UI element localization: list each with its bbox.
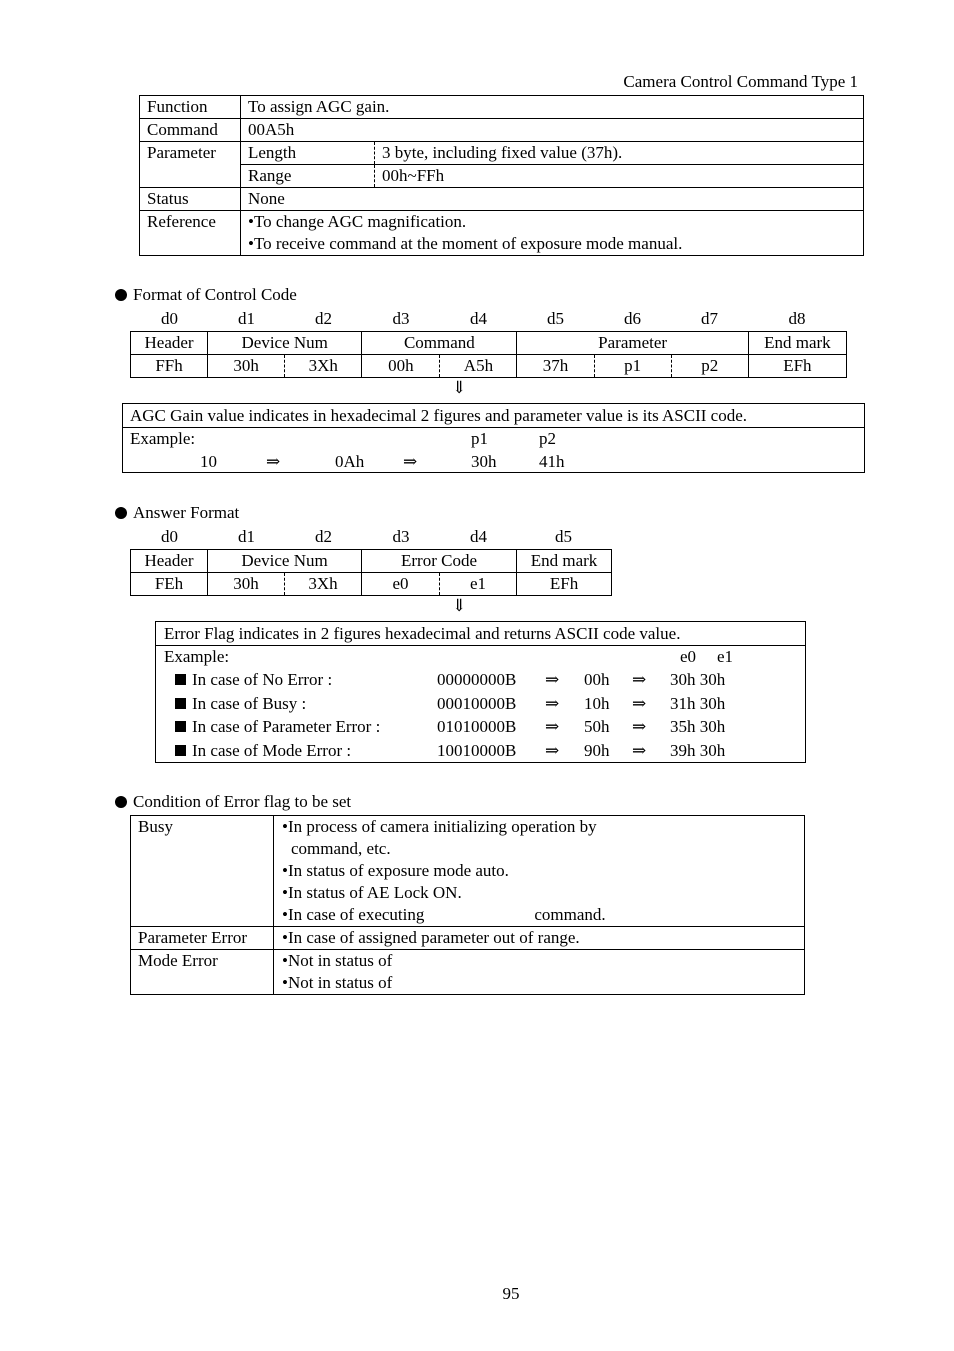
busy-conditions: [274, 816, 805, 927]
error-condition-table: [130, 815, 805, 995]
busy-condition-line: •In status of exposure mode auto.: [282, 861, 509, 880]
answer-value-d3: e0: [362, 573, 440, 596]
reference-value: [241, 211, 864, 256]
agc-example-hex: 0Ah: [335, 452, 365, 471]
error-case-busy: In case of Busy :: [175, 692, 306, 715]
page-header-title: Camera Control Command Type 1: [623, 72, 858, 91]
agc-example-p2-label: p2: [539, 429, 556, 448]
error-case-hex: 50h: [584, 717, 610, 736]
control-code-table: [130, 331, 847, 378]
busy-label: Busy: [131, 816, 274, 927]
error-case-hex: 10h: [584, 694, 610, 713]
control-index-d2: d2: [315, 309, 332, 328]
agc-note-divider: [123, 427, 864, 428]
error-case-ascii: 39h 30h: [670, 741, 726, 760]
control-index-d8: d8: [788, 309, 806, 328]
agc-example-label: Example:: [130, 429, 196, 448]
control-value-d3: 00h: [362, 355, 440, 378]
status-value: None: [241, 188, 864, 211]
error-case-mode-error: In case of Mode Error :: [175, 739, 351, 762]
control-header-header: Header: [131, 332, 208, 355]
answer-value-d1: 30h: [208, 573, 285, 596]
agc-example-p2-value: 41h: [539, 452, 565, 471]
control-index-d1: d1: [238, 309, 255, 328]
control-value-d5: 37h: [517, 355, 594, 378]
square-bullet-icon: [175, 745, 186, 756]
error-case-arrow: ⇒: [632, 670, 647, 689]
square-bullet-icon: [175, 721, 186, 732]
control-header-command: Command: [362, 332, 517, 355]
control-header-parameter: Parameter: [517, 332, 748, 355]
control-header-end-mark: End mark: [748, 332, 846, 355]
answer-down-arrow: ⇓: [452, 596, 467, 615]
agc-example-arrow-1: ⇒: [266, 452, 281, 471]
error-case-arrow: ⇒: [545, 670, 560, 689]
error-example-e0-label: e0: [680, 647, 697, 666]
answer-header-header: Header: [131, 550, 208, 573]
error-case-binary: 01010000B: [437, 717, 517, 736]
control-value-d1: 30h: [208, 355, 285, 378]
error-flag-note: Error Flag indicates in 2 figures hexadecimal and returns ASCII code value.: [164, 624, 681, 643]
mode-error-line: •Not in status of: [282, 973, 393, 992]
answer-index-d2: d2: [315, 527, 332, 546]
control-value-d8: EFh: [748, 355, 846, 378]
answer-value-d4: e1: [440, 573, 517, 596]
command-label: Command: [140, 119, 241, 142]
error-case-ascii: 31h 30h: [670, 694, 726, 713]
answer-header-error-code: Error Code: [362, 550, 517, 573]
agc-note-text: AGC Gain value indicates in hexadecimal 2 figures and parameter value is its ASCII code.: [130, 406, 748, 425]
control-index-d0: d0: [161, 309, 178, 328]
busy-condition-line: •In process of camera initializing operation by: [282, 817, 597, 836]
range-value: 00h~FFh: [375, 165, 864, 188]
command-value: 00A5h: [241, 119, 864, 142]
error-case-arrow: ⇒: [632, 717, 647, 736]
error-case-arrow: ⇒: [545, 717, 560, 736]
error-flag-divider: [156, 645, 805, 646]
answer-index-d0: d0: [161, 527, 178, 546]
error-case-hex: 00h: [584, 670, 610, 689]
answer-value-d0: FEh: [131, 573, 208, 596]
reference-line: •To receive command at the moment of exposure mode manual.: [248, 234, 683, 253]
error-example-e1-label: e1: [717, 647, 734, 666]
error-example-label: Example:: [164, 647, 230, 666]
length-label: Length: [241, 142, 375, 165]
square-bullet-icon: [175, 698, 186, 709]
control-value-d0: FFh: [131, 355, 208, 378]
control-index-d3: d3: [392, 309, 410, 328]
answer-format-table: [130, 549, 612, 596]
answer-header-device-num: Device Num: [208, 550, 362, 573]
agc-note-box: [122, 403, 865, 473]
answer-format-title: Answer Format: [133, 503, 240, 522]
error-case-arrow: ⇒: [545, 694, 560, 713]
control-index-d7: d7: [701, 309, 718, 328]
mode-error-conditions: [274, 950, 805, 995]
square-bullet-icon: [175, 674, 186, 685]
error-case-arrow: ⇒: [632, 694, 647, 713]
answer-header-end-mark: End mark: [517, 550, 612, 573]
mode-error-label: Mode Error: [131, 950, 274, 995]
error-case-binary: 10010000B: [437, 741, 517, 760]
control-format-heading: [115, 284, 297, 306]
bullet-icon: [115, 289, 127, 301]
length-value: 3 byte, including fixed value (37h).: [375, 142, 864, 165]
answer-index-d3: d3: [392, 527, 410, 546]
control-value-d4: A5h: [440, 355, 517, 378]
control-index-d6: d6: [624, 309, 641, 328]
control-index-d5: d5: [547, 309, 564, 328]
error-flag-box: [155, 621, 806, 763]
status-label: Status: [140, 188, 241, 211]
control-value-d7: p2: [671, 355, 748, 378]
bullet-icon: [115, 796, 127, 808]
error-case-no-error: In case of No Error :: [175, 668, 332, 691]
parameter-error-condition: •In case of assigned parameter out of range.: [274, 927, 805, 950]
control-index-d4: d4: [470, 309, 487, 328]
mode-error-line: •Not in status of: [282, 951, 393, 970]
error-case-hex: 90h: [584, 741, 610, 760]
answer-index-d4: d4: [470, 527, 487, 546]
agc-example-arrow-2: ⇒: [403, 452, 418, 471]
busy-condition-line: •In status of AE Lock ON.: [282, 883, 462, 902]
error-case-arrow: ⇒: [632, 741, 647, 760]
error-case-ascii: 35h 30h: [670, 717, 726, 736]
answer-index-d5: d5: [555, 527, 572, 546]
parameter-label: Parameter: [140, 142, 241, 188]
reference-label: Reference: [140, 211, 241, 256]
error-case-parameter-error: In case of Parameter Error :: [175, 715, 380, 738]
control-format-title: Format of Control Code: [133, 285, 297, 304]
control-value-d2: 3Xh: [285, 355, 362, 378]
answer-value-d2: 3Xh: [285, 573, 362, 596]
agc-example-p1-value: 30h: [471, 452, 497, 471]
bullet-icon: [115, 507, 127, 519]
busy-condition-line: command, etc.: [291, 839, 391, 858]
condition-title: Condition of Error flag to be set: [133, 792, 352, 811]
error-case-arrow: ⇒: [545, 741, 560, 760]
command-spec-table: [139, 95, 864, 256]
reference-line: •To change AGC magnification.: [248, 212, 467, 231]
parameter-error-label: Parameter Error: [131, 927, 274, 950]
agc-example-p1-label: p1: [471, 429, 488, 448]
error-case-binary: 00000000B: [437, 670, 517, 689]
control-header-device-num: Device Num: [208, 332, 362, 355]
answer-index-d1: d1: [238, 527, 255, 546]
function-value: To assign AGC gain.: [241, 96, 864, 119]
error-case-ascii: 30h 30h: [670, 670, 726, 689]
answer-value-d5: EFh: [517, 573, 612, 596]
range-label: Range: [241, 165, 375, 188]
answer-format-heading: [115, 502, 239, 524]
function-label: Function: [140, 96, 241, 119]
agc-example-decimal: 10: [200, 452, 217, 471]
error-case-binary: 00010000B: [437, 694, 517, 713]
page-number: 95: [502, 1284, 520, 1303]
control-value-d6: p1: [594, 355, 671, 378]
condition-heading: [115, 791, 351, 813]
busy-condition-line: •In case of executing command.: [282, 905, 606, 924]
control-down-arrow: ⇓: [452, 378, 467, 397]
